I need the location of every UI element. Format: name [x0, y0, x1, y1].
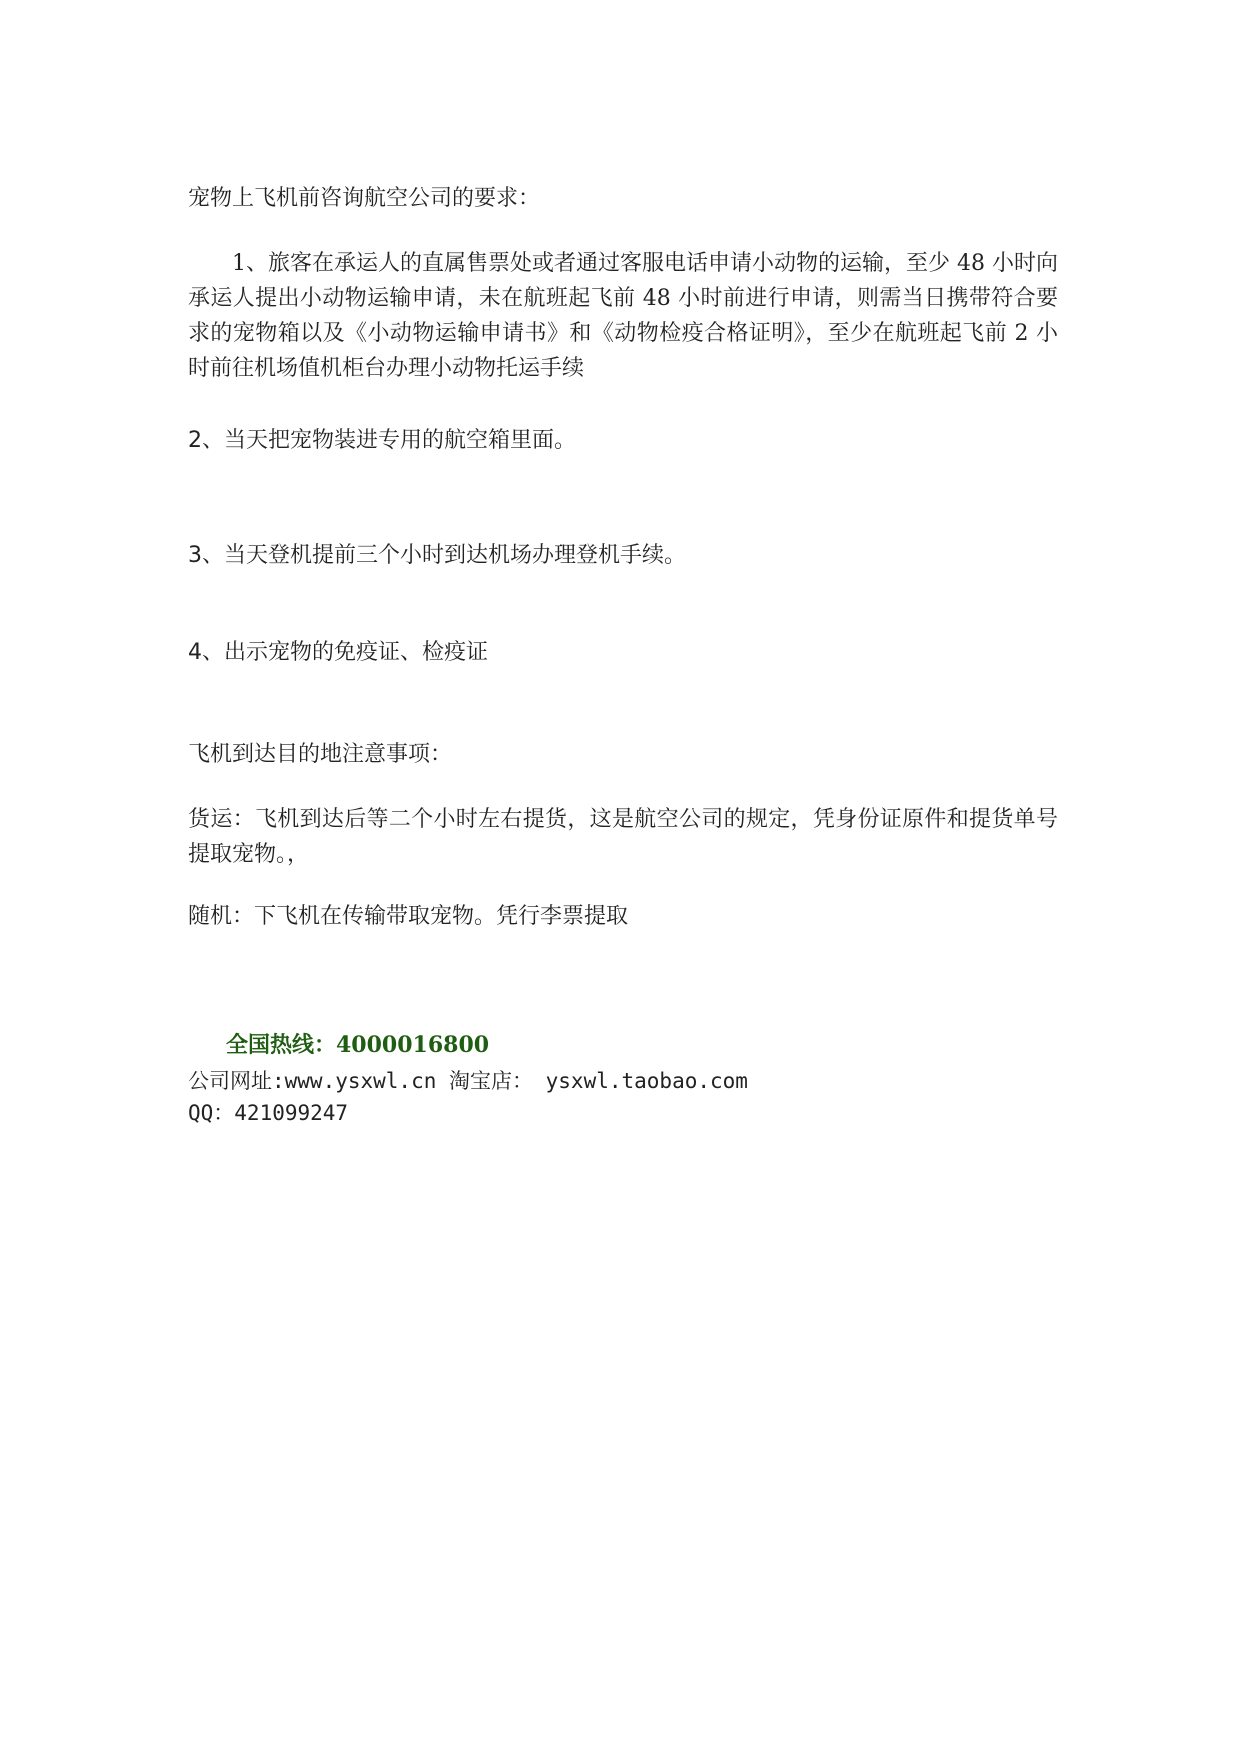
qq-line: QQ：421099247	[188, 1101, 349, 1125]
requirement-item-1: 1、旅客在承运人的直属售票处或者通过客服电话申请小动物的运输，至少 48 小时向承运人提出小动物运输申请，未在航班起飞前 48 小时前进行申请，则需当日携带符合要求的宠物箱以及《小动物运输申请书》和《动物检疫合格证明》，至少在航班起飞前 2 小时前往机场值机柜台办理小动物托运手续	[188, 251, 1058, 381]
requirement-item-3: 3、当天登机提前三个小时到达机场办理登机手续。	[188, 543, 686, 568]
requirement-item-2: 2、当天把宠物装进专用的航空箱里面。	[188, 428, 576, 453]
requirement-item-4: 4、出示宠物的免疫证、检疫证	[188, 640, 488, 665]
website-line: 公司网址:www.ysxwl.cn 淘宝店： ysxwl.taobao.com	[188, 1069, 748, 1093]
cargo-note: 货运：飞机到达后等二个小时左右提货，这是航空公司的规定，凭身份证原件和提货单号提取宠物。，	[188, 807, 1058, 867]
heading-arrival: 飞机到达目的地注意事项：	[188, 742, 453, 767]
hotline: 全国热线：4000016800	[226, 1032, 490, 1058]
heading-requirements: 宠物上飞机前咨询航空公司的要求：	[188, 186, 541, 211]
carry-on-note: 随机：下飞机在传输带取宠物。凭行李票提取	[188, 904, 629, 929]
